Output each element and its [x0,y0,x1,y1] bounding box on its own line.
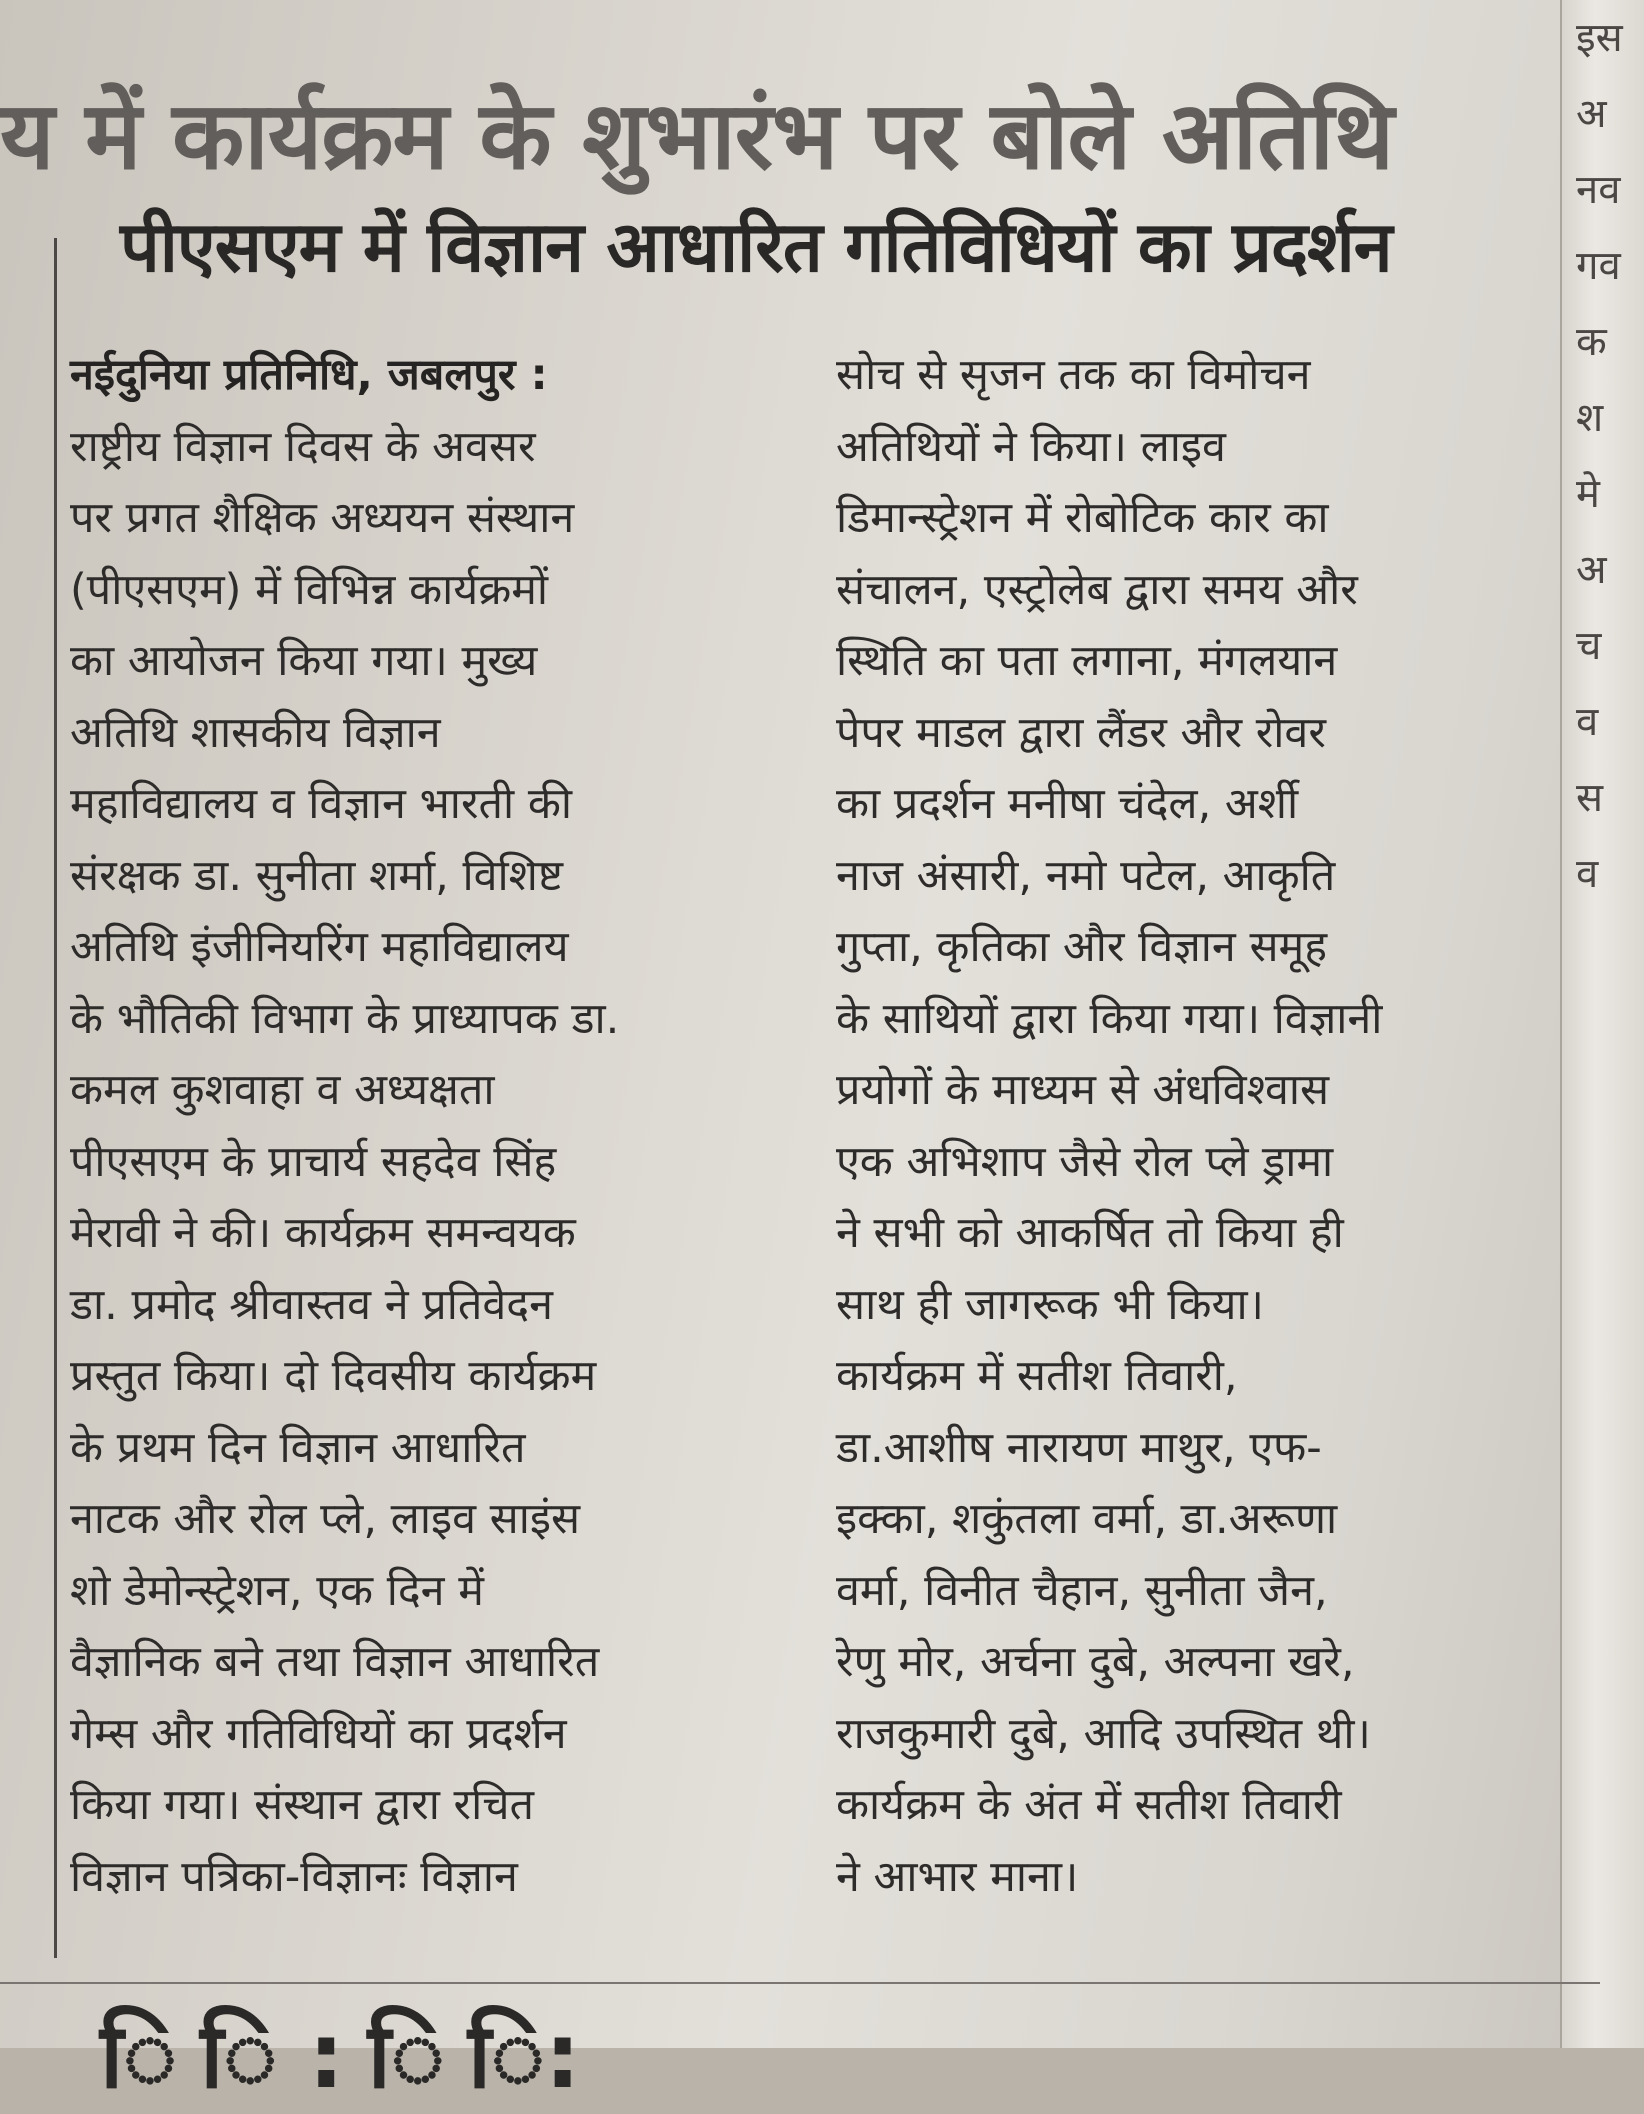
article-text-line: साथ ही जागरूक भी किया। [836,1279,1264,1330]
article-text-line: का आयोजन किया गया। मुख्य [70,636,538,686]
article-text-line: राष्ट्रीय विज्ञान दिवस के अवसर [70,421,536,472]
article-text-line: अतिथि शासकीय विज्ञान [70,707,441,758]
article-text-line: डिमान्स्ट्रेशन में रोबोटिक कार का [836,493,1329,543]
adjacent-column-fragment: अ [1576,91,1607,137]
adjacent-column-fragment: इस [1576,15,1623,61]
article-text-line: इक्का, शकुंतला वर्मा, डा.अरूणा [836,1494,1338,1544]
article-text-line: डा.आशीष नारायण माथुर, एफ- [836,1422,1322,1473]
adjacent-column-fragment: मे [1576,471,1600,517]
article-text-line: के भौतिकी विभाग के प्राध्यापक डा. [70,993,620,1044]
article-text-line: मेरावी ने की। कार्यक्रम समन्वयक [70,1208,576,1258]
adjacent-column-fragment: गव [1576,243,1621,289]
next-article-headline-cut: ि ि : ि ि: [100,2004,581,2109]
article-text-line: संचालन, एस्ट्रोलेब द्वारा समय और [836,564,1358,615]
adjacent-column-fragment: स [1576,775,1604,821]
article-text-line: (पीएसएम) में विभिन्न कार्यक्रमों [70,564,549,615]
article-column-1 [70,340,770,1913]
article-text-line: रेणु मोर, अर्चना दुबे, अल्पना खरे, [836,1637,1355,1687]
article-column-2 [836,340,1596,1913]
article-text-line: गेम्स और गतिविधियों का प्रदर्शन [70,1708,567,1759]
article-text-line: अतिथियों ने किया। लाइव [836,421,1226,472]
article-text-line: डा. प्रमोद श्रीवास्तव ने प्रतिवेदन [70,1279,553,1330]
article-text-line: एक अभिशाप जैसे रोल प्ले ड्रामा [836,1136,1334,1187]
article-text-line: अतिथि इंजीनियरिंग महाविद्यालय [70,922,569,972]
upper-headline: य में कार्यक्रम के शुभारंभ पर बोले अतिथि [0,82,1394,191]
article-text-line: राजकुमारी दुबे, आदि उपस्थित थी। [836,1708,1371,1759]
article-text-line: वैज्ञानिक बने तथा विज्ञान आधारित [70,1637,600,1687]
adjacent-column-fragment: अ [1576,547,1607,593]
adjacent-column-fragment: व [1576,851,1599,897]
article-text-line: स्थिति का पता लगाना, मंगलयान [836,636,1338,686]
adjacent-column-fragment: श [1576,395,1604,441]
article-text-line: प्रस्तुत किया। दो दिवसीय कार्यक्रम [70,1351,597,1401]
article-text-line: नाज अंसारी, नमो पटेल, आकृति [836,850,1336,901]
adjacent-column-fragment: क [1576,319,1607,365]
article-text-line: पीएसएम के प्राचार्य सहदेव सिंह [70,1136,557,1187]
adjacent-column-fragment: नव [1576,167,1621,213]
article-text-line: पेपर माडल द्वारा लैंडर और रोवर [836,707,1326,758]
article-text-line: के प्रथम दिन विज्ञान आधारित [70,1422,526,1473]
article-text-line: का प्रदर्शन मनीषा चंदेल, अर्शी [836,779,1299,829]
article-text-line: कमल कुशवाहा व अध्यक्षता [70,1065,495,1115]
bottom-divider [0,1982,1600,1984]
article-text-line: विज्ञान पत्रिका-विज्ञानः विज्ञान [70,1851,518,1902]
article-text-line: पर प्रगत शैक्षिक अध्ययन संस्थान [70,493,575,543]
article-text-line: ने आभार माना। [836,1851,1079,1902]
article-text-line: नाटक और रोल प्ले, लाइव साइंस [70,1494,581,1544]
article-text-line: संरक्षक डा. सुनीता शर्मा, विशिष्ट [70,850,564,901]
article-text-line: गुप्ता, कृतिका और विज्ञान समूह [836,922,1328,972]
article-text-line: कार्यक्रम में सतीश तिवारी, [836,1351,1238,1401]
article-text-line: सोच से सृजन तक का विमोचन [836,350,1311,400]
article-headline: पीएसएम में विज्ञान आधारित गतिविधियों का प्रदर्शन [120,206,1392,288]
byline: नईदुनिया प्रतिनिधि, जबलपुर : [70,350,548,400]
article-text-line: कार्यक्रम के अंत में सतीश तिवारी [836,1780,1342,1830]
adjacent-column-fragment: व [1576,699,1599,745]
article-text-line: महाविद्यालय व विज्ञान भारती की [70,779,573,829]
column-rule [54,238,57,1958]
article-text-line: वर्मा, विनीत चैहान, सुनीता जैन, [836,1565,1328,1616]
article-text-line: के साथियों द्वारा किया गया। विज्ञानी [836,993,1383,1044]
article-text-line: ने सभी को आकर्षित तो किया ही [836,1208,1344,1258]
adjacent-column-fragment: च [1576,623,1602,669]
article-text-line: शो डेमोन्स्ट्रेशन, एक दिन में [70,1565,484,1616]
article-text-line: प्रयोगों के माध्यम से अंधविश्वास [836,1065,1330,1115]
article-text-line: किया गया। संस्थान द्वारा रचित [70,1780,535,1830]
